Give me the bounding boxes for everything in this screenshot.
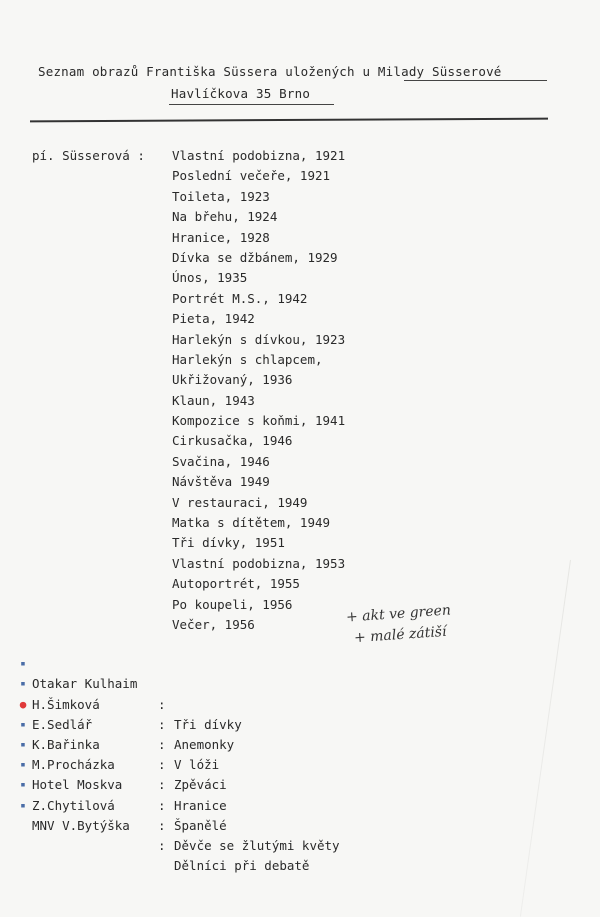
work-item: Ukřižovaný, 1936 <box>172 372 293 388</box>
work-item: Vlastní podobizna, 1921 <box>172 148 346 163</box>
painting-title: Zpěváci <box>174 777 227 793</box>
check-mark-icon: ▪ <box>20 760 26 771</box>
painting-title: Děvče se žlutými květy <box>174 837 340 853</box>
handwritten-note-1: + akt ve green <box>345 602 452 626</box>
work-item: Pieta, 1942 <box>172 311 255 327</box>
work-item: Po koupeli, 1956 <box>172 596 293 612</box>
work-item: Únos, 1935 <box>172 270 248 286</box>
work-item: Svačina, 1946 <box>172 453 270 469</box>
painting-title: Španělé <box>174 817 227 833</box>
painting-title: Tři dívky <box>174 716 242 732</box>
check-mark-icon: ▪ <box>20 719 26 730</box>
separator: : <box>158 817 166 833</box>
work-item: Harlekýn s dívkou, 1923 <box>172 331 346 347</box>
separator: : <box>158 757 166 773</box>
work-item: Toileta, 1923 <box>172 188 270 204</box>
title-underline <box>404 80 547 81</box>
separator: : <box>158 716 166 732</box>
header-rule <box>30 118 548 123</box>
check-mark-icon: ▪ <box>20 679 26 690</box>
painting-title: Hranice <box>174 797 227 813</box>
separator: : <box>158 736 166 752</box>
paper-crease <box>520 560 571 917</box>
work-item: Návštěva 1949 <box>172 474 270 490</box>
separator: : <box>158 797 166 813</box>
work-item: Cirkusačka, 1946 <box>172 433 293 449</box>
work-item: Hranice, 1928 <box>172 229 270 245</box>
borrower-name: MNV V.Bytýška <box>32 817 130 833</box>
borrower-name: K.Bařinka <box>32 736 100 752</box>
check-mark-icon: ▪ <box>20 800 26 811</box>
separator: : <box>158 696 166 712</box>
handwritten-note-2: + malé zátiší <box>353 623 447 647</box>
work-item: Dívka se džbánem, 1929 <box>172 249 338 265</box>
painting-title: Dělníci při debatě <box>174 858 310 874</box>
check-mark-icon: ▪ <box>20 659 26 670</box>
check-mark-icon: ▪ <box>20 780 26 791</box>
work-item: Autoportrét, 1955 <box>172 576 300 592</box>
address-underline <box>169 104 334 105</box>
document-title: Seznam obrazů Františka Süssera uložených u Milady Süsserové <box>38 64 502 79</box>
owner-label: pí. Süsserová : <box>32 148 145 163</box>
work-item: Na břehu, 1924 <box>172 209 278 225</box>
separator: : <box>158 837 166 853</box>
work-item: Portrét M.S., 1942 <box>172 290 308 306</box>
loans-list <box>19 634 340 874</box>
work-item: V restauraci, 1949 <box>172 494 308 510</box>
work-item: Poslední večeře, 1921 <box>172 168 331 184</box>
work-item: Večer, 1956 <box>172 616 255 632</box>
borrower-name: Hotel Moskva <box>32 777 123 793</box>
work-item: Vlastní podobizna, 1953 <box>172 555 346 571</box>
separator: : <box>158 777 166 793</box>
borrower-name: E.Sedlář <box>32 716 93 732</box>
borrower-name: M.Procházka <box>32 757 115 773</box>
document-address: Havlíčkova 35 Brno <box>171 86 311 101</box>
painting-title: V lóži <box>174 757 220 773</box>
check-mark-icon: ▪ <box>20 739 26 750</box>
borrower-name: Z.Chytilová <box>32 797 115 813</box>
work-item: Matka s dítětem, 1949 <box>172 515 331 531</box>
borrower-name: H.Šimková <box>32 696 100 712</box>
work-item: Kompozice s koňmi, 1941 <box>172 413 346 429</box>
work-item: Harlekýn s chlapcem, <box>172 351 323 367</box>
works-list <box>172 146 345 635</box>
red-dot-icon: ● <box>19 697 27 711</box>
painting-title: Anemonky <box>174 737 235 752</box>
work-item: Tři dívky, 1951 <box>172 535 285 551</box>
borrower-name: Otakar Kulhaim <box>32 676 138 692</box>
work-item: Klaun, 1943 <box>172 392 255 408</box>
